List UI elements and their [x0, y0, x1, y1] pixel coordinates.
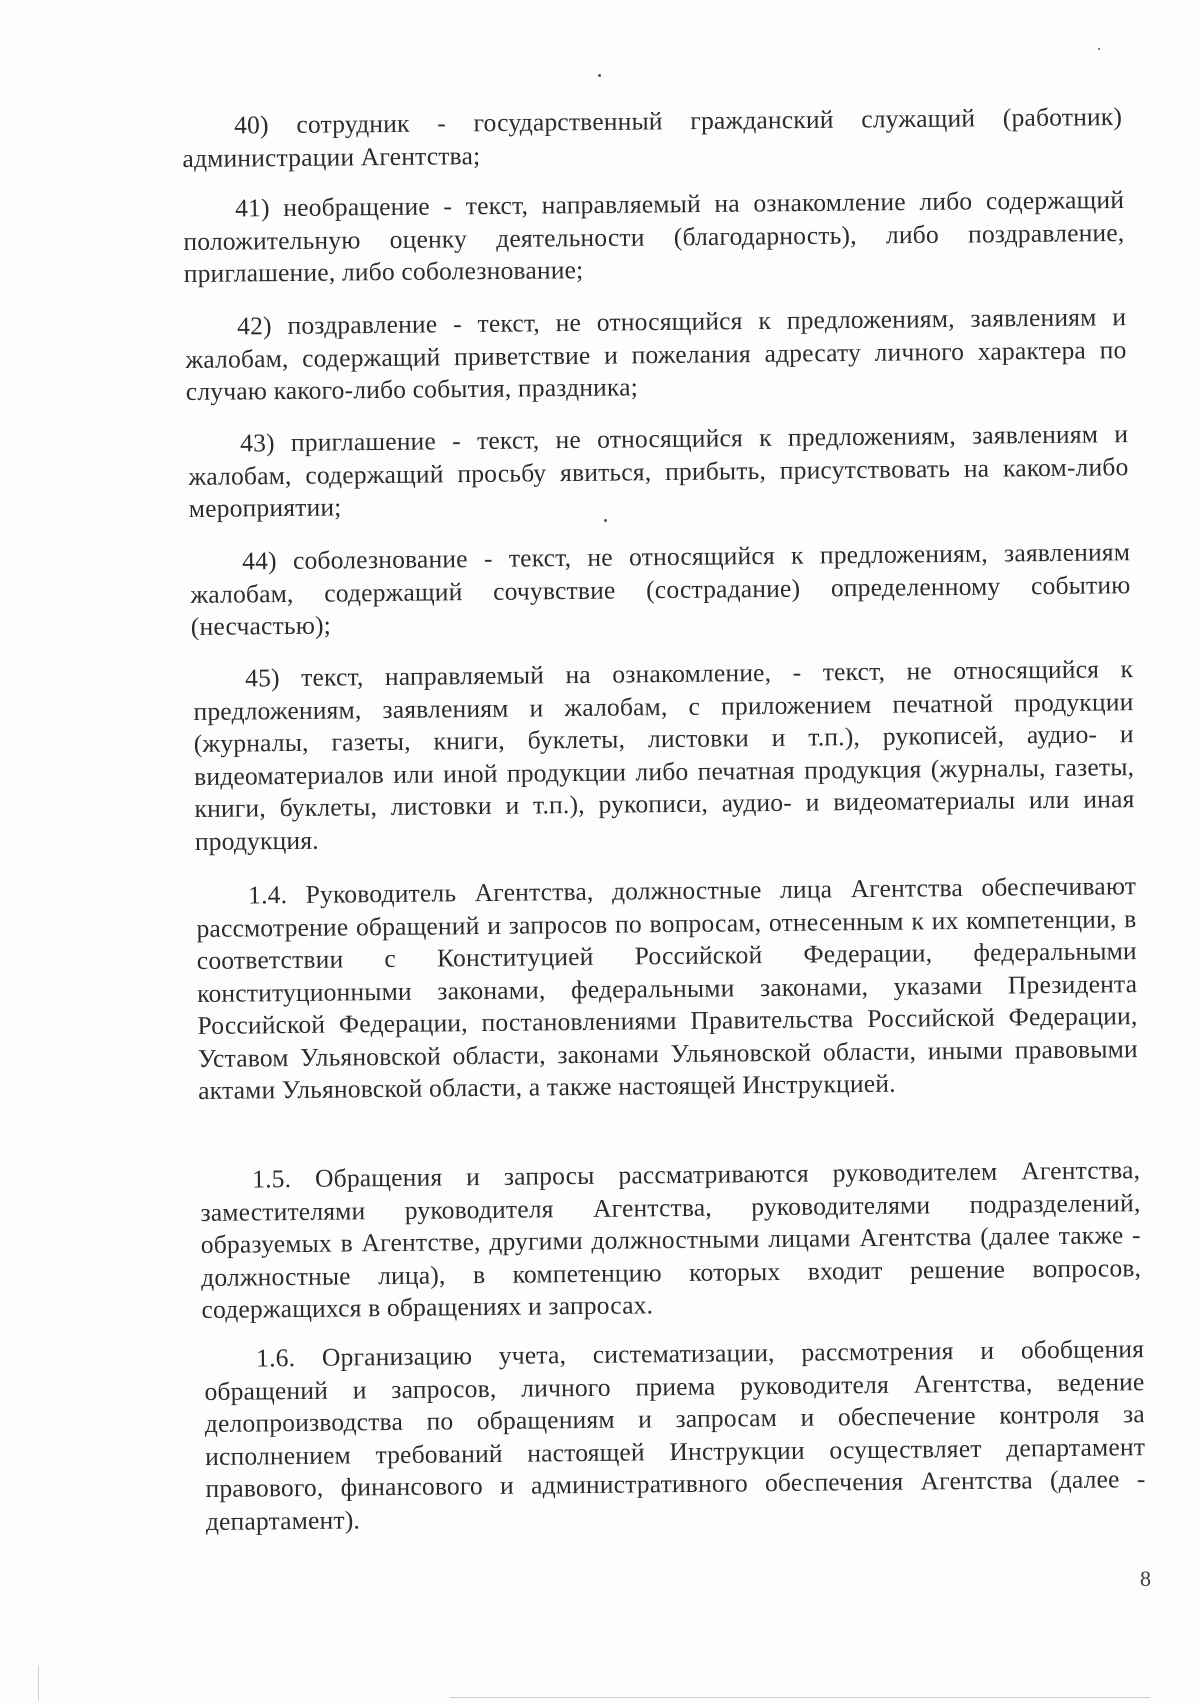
paragraph-45-informational-text: 45) текст, направляемый на ознакомление, - текст, не относящийся к предложениям, заявлениям и жалобам, с приложением печатной продукции (журналы, газеты, книги, буклеты, листовки и т.п.), рукописей, аудио- и видеоматериалов или иной продукции либо печатная продукция (журналы, газеты, книги, буклеты, листовки и т.п.), рукописи, аудио- и видеоматериалы или иная продукция.: [193, 654, 1135, 856]
clause-1-6: 1.6. Организацию учета, систематизации, рассмотрения и обобщения обращений и запросов, личного приема руководителя Агентства, ведение делопроизводства по обращениям и запросам и обеспечение контроля за исполнением требований настоящей Инструкции осуществляет департамент правового, финансового и административного обеспечения Агентства (далее - департамент).: [204, 1334, 1146, 1536]
page-number: 8: [1140, 1566, 1151, 1591]
paragraph-43-invitation: 43) приглашение - текст, не относящийся к предложениям, заявлениям и жалобам, содержащий просьбу явиться, прибыть, присутствовать на каком-либо мероприятии;: [188, 419, 1129, 523]
clause-1-5: 1.5. Обращения и запросы рассматриваются руководителем Агентства, заместителями руководителя Агентства, руководителями подразделений, образуемых в Агентстве, другими должностными лицами Агентства (далее также - должностные лица), в компетенцию которых входит решение вопросов, содержащихся в обращениях и запросах.: [200, 1155, 1142, 1324]
scan-edge-line: [38, 1665, 39, 1701]
scan-speck: [598, 74, 601, 77]
paragraph-44-condolence: 44) соболезнование - текст, не относящийся к предложениям, заявлениям жалобам, содержащий сочувствие (сострадание) определенному событию (несчастью);: [190, 537, 1131, 641]
paragraph-41-non-appeal: 41) необращение - текст, направляемый на ознакомление либо содержащий положительную оценку деятельности (благодарность), либо поздравление, приглашение, либо соболезнование;: [183, 184, 1125, 288]
scan-speck: [604, 519, 607, 522]
paragraph-42-congratulation: 42) поздравление - текст, не относящийся к предложениям, заявлениям и жалобам, содержащий приветствие и пожелания адресату личного характера по случаю какого-либо события, праздника;: [185, 302, 1127, 406]
paragraph-40-employee: 40) сотрудник - государственный гражданский служащий (работник) администрации Агентства;: [182, 101, 1123, 173]
clause-1-4: 1.4. Руководитель Агентства, должностные лица Агентства обеспечивают рассмотрение обращений и запросов по вопросам, отнесенным к их компетенции, в соответствии с Конституцией Российской Федерации, федеральными конституционными законами, федеральными законами, указами Президента Российской Федерации, постановлениями Правительства Российской Федерации, Уставом Ульяновской области, законами Ульяновской области, иными правовыми актами Ульяновской области, а также настоящей Инструкцией.: [196, 871, 1138, 1105]
scan-edge-line: [450, 1697, 1150, 1698]
scan-speck: [1098, 48, 1100, 50]
